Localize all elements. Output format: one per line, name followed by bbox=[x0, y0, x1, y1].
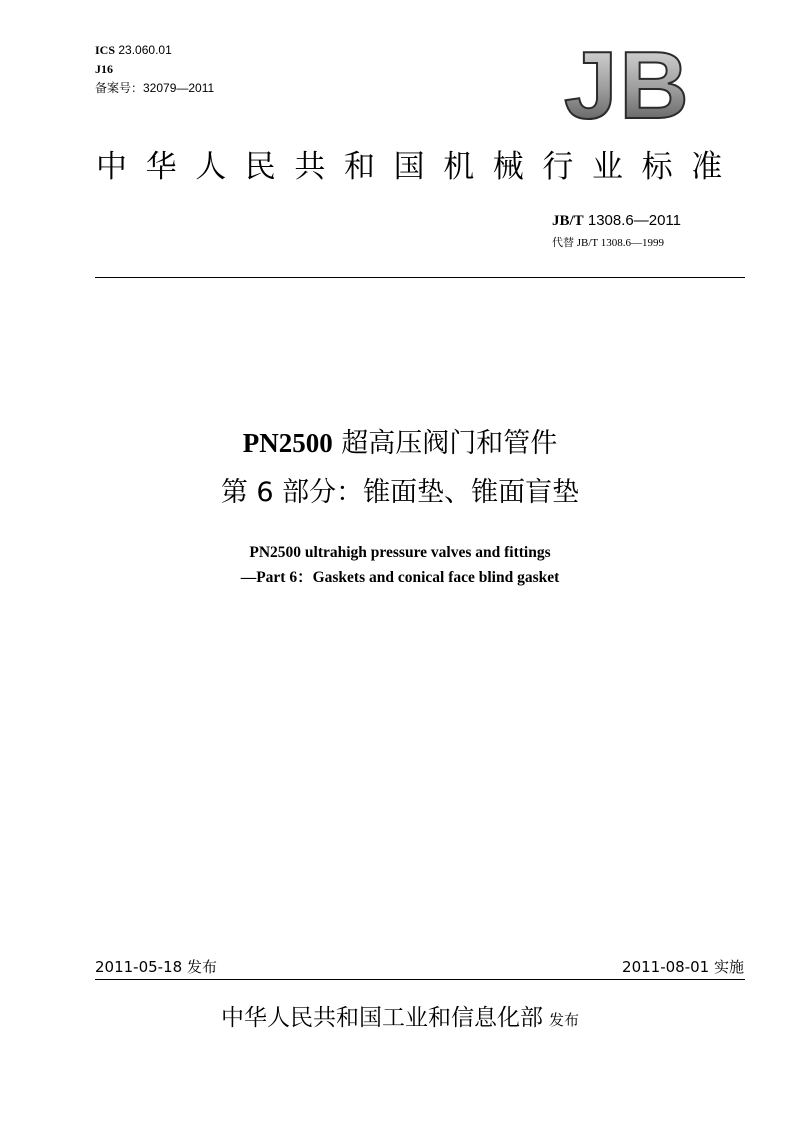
english-title-line1: PN2500 ultrahigh pressure valves and fittings bbox=[249, 544, 551, 561]
publisher-suffix: 发布 bbox=[548, 1011, 579, 1029]
jb-logo bbox=[560, 44, 705, 126]
standard-number: JB/T 1308.6—2011 bbox=[552, 212, 681, 229]
standard-title: 中华人民共和国机械行业标准 bbox=[96, 149, 741, 185]
jb-logo-text: JB bbox=[564, 44, 691, 126]
publisher bbox=[0, 1000, 800, 1038]
implementation-date: 2011-08-01 实施 bbox=[622, 958, 744, 976]
ccs-code: J16 bbox=[95, 62, 113, 76]
issue-date: 2011-05-18 发布 bbox=[95, 958, 217, 976]
standard-number-block bbox=[552, 212, 742, 250]
filing-number: 备案号：32079—2011 bbox=[95, 81, 215, 95]
english-title-line2: —Part 6：Gaskets and conical face blind gasket bbox=[240, 569, 560, 586]
bottom-divider bbox=[95, 979, 745, 980]
ics-code: ICS 23.060.01 bbox=[95, 43, 172, 57]
main-title-line2: 第 6 部分：锥面垫、锥面盲垫 bbox=[220, 477, 580, 508]
document-metadata bbox=[95, 41, 214, 98]
replaces-standard: 代替 JB/T 1308.6—1999 bbox=[552, 237, 664, 249]
top-divider bbox=[95, 277, 745, 278]
main-title-line1: PN2500 超高压阀门和管件 bbox=[242, 428, 558, 459]
publisher-name: 中华人民共和国工业和信息化部 bbox=[220, 1005, 543, 1031]
